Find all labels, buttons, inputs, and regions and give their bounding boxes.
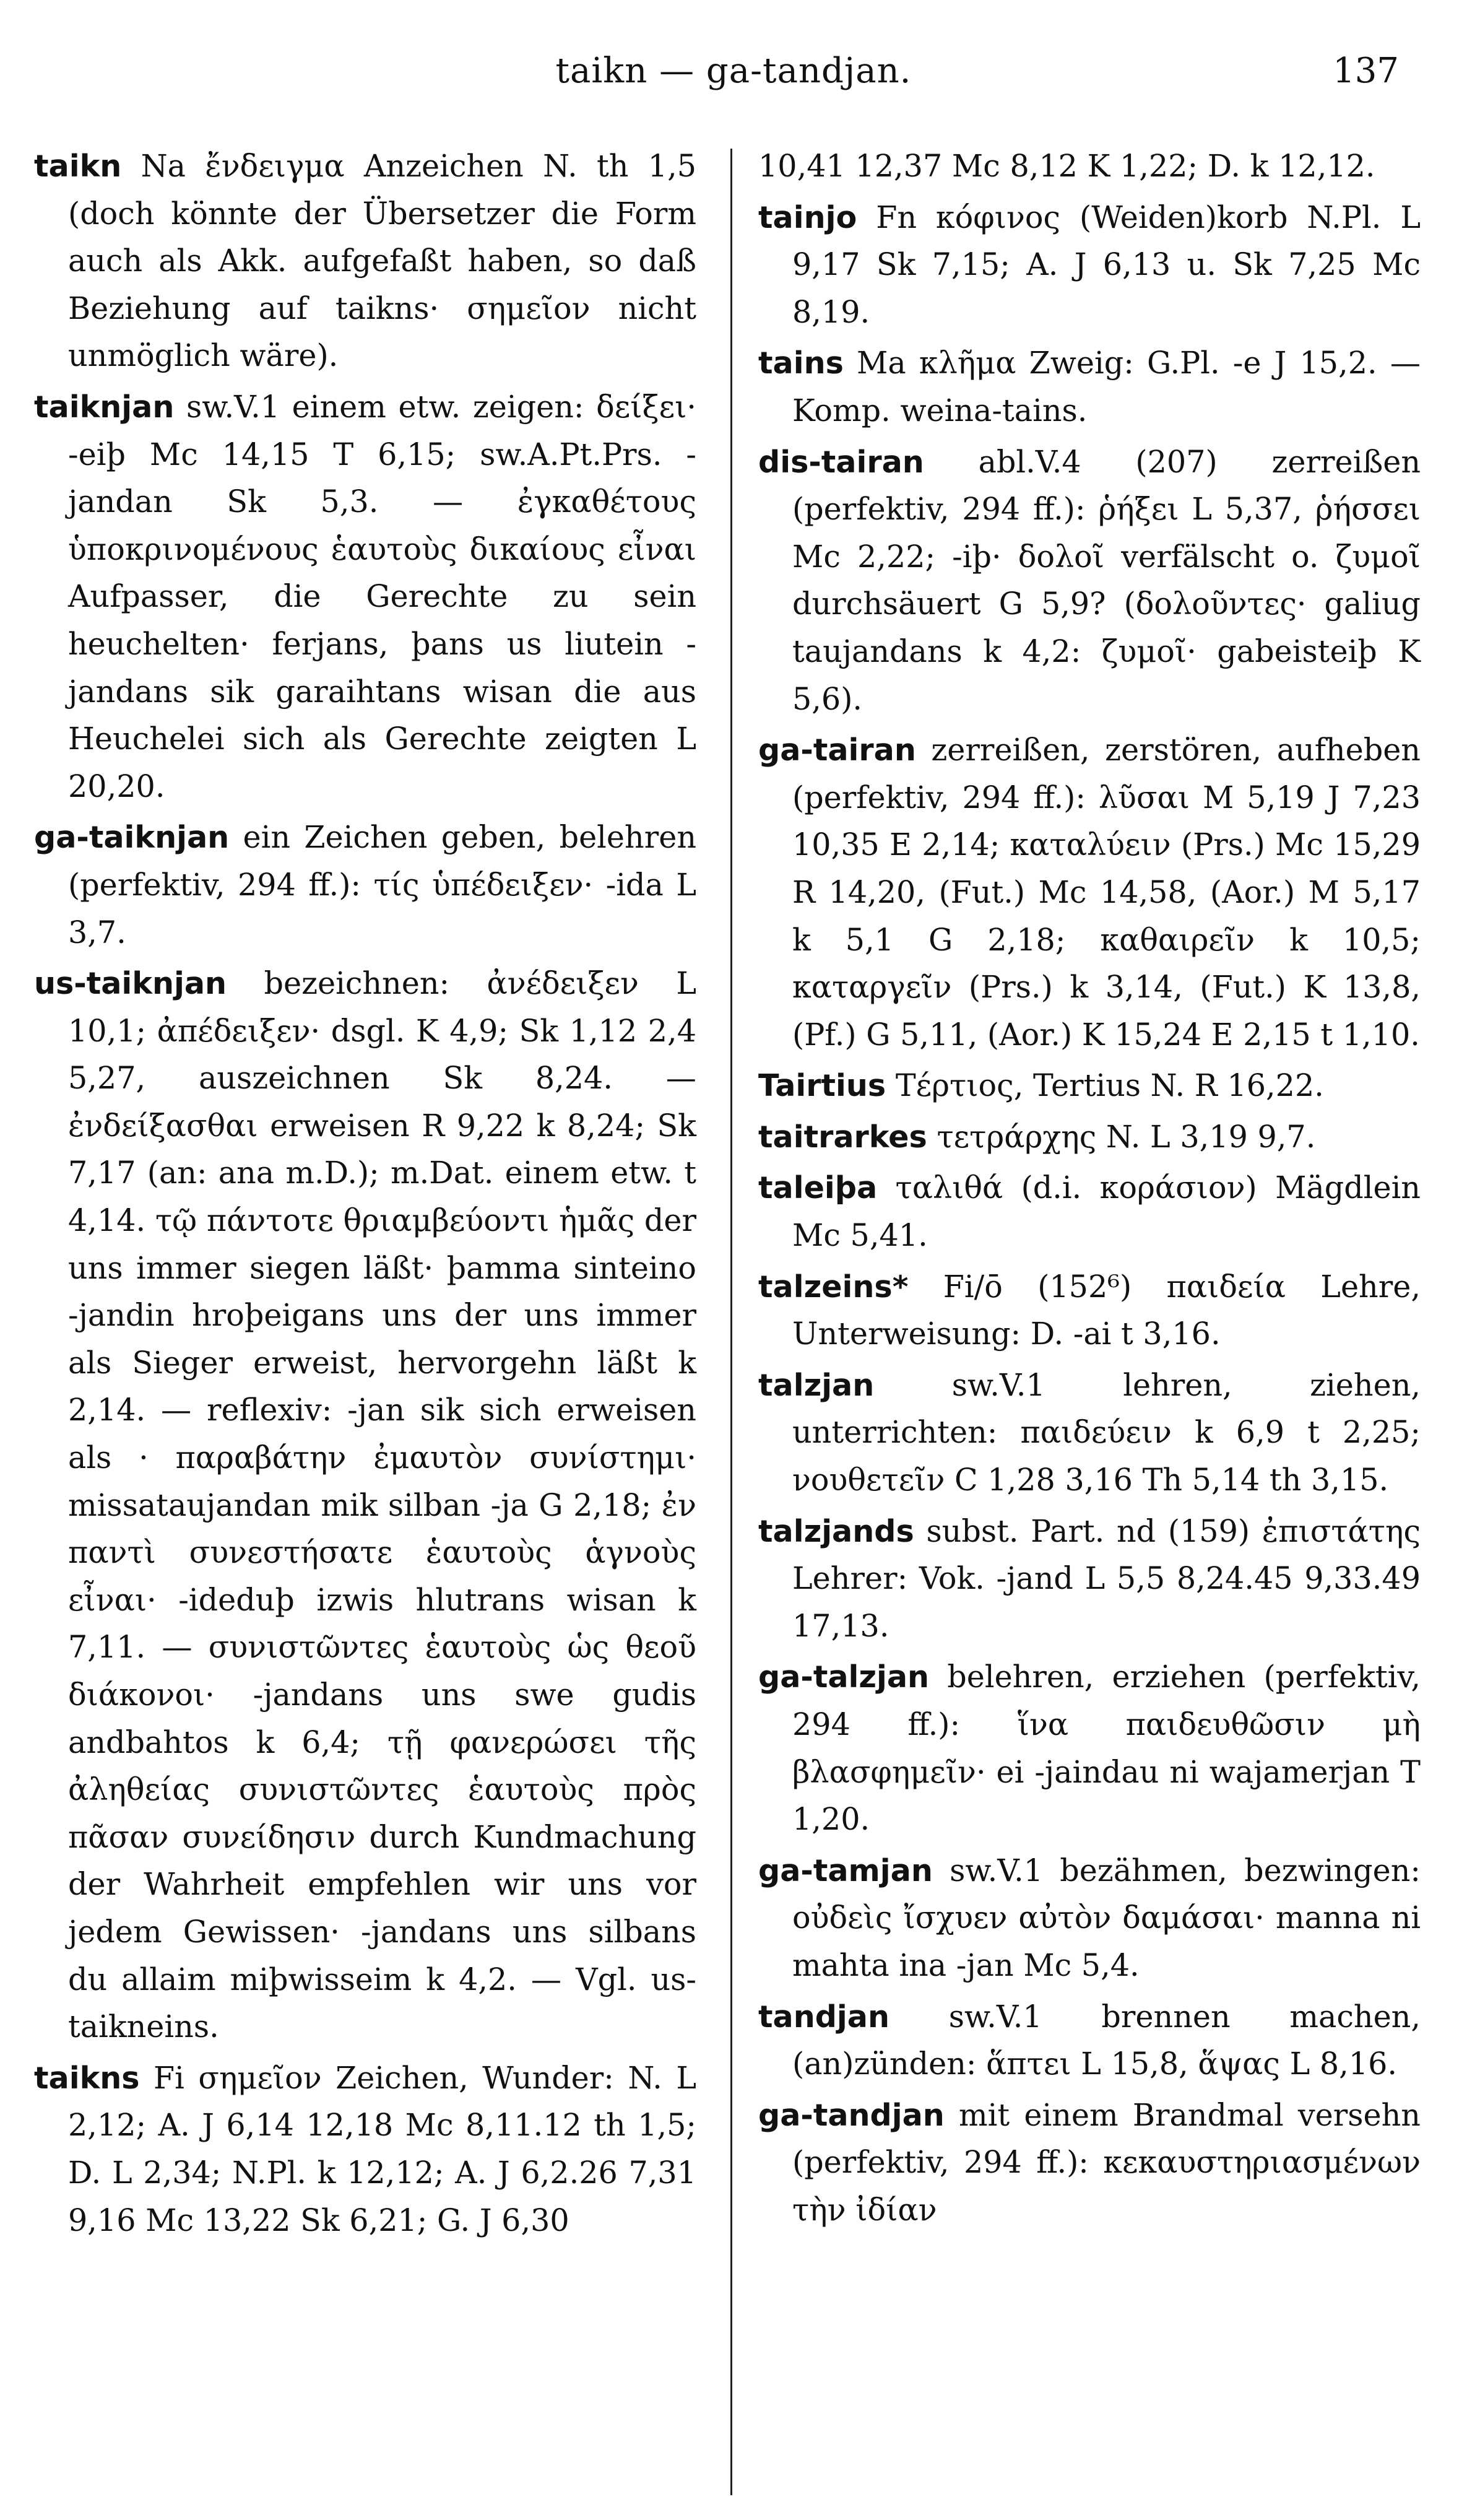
entry-headword: dis-tairan xyxy=(758,443,924,480)
dictionary-entry xyxy=(34,2054,696,2244)
entry-body: Τέρτιος, Tertius N. R 16,22. xyxy=(895,1067,1324,1104)
entry-body: Fn κόφινος (Weiden)korb N.Pl. L 9,17 Sk 7,15; A. J 6,13 u. Sk 7,25 Mc 8,19. xyxy=(792,199,1421,330)
entry-body: sw.V.1 lehren, ziehen, unterrichten: παιδεύειν k 6,9 t 2,25; νουθετεῖν C 1,28 3,16 Th 5,14 th 3,15. xyxy=(792,1366,1421,1498)
dictionary-entry xyxy=(758,726,1421,1058)
entry-body: τετράρχης N. L 3,19 9,7. xyxy=(937,1118,1316,1155)
dictionary-entry xyxy=(758,1847,1421,1989)
dictionary-entry xyxy=(34,383,696,810)
left-column xyxy=(34,142,696,2248)
entry-headword: ga-tairan xyxy=(758,732,916,768)
entry-headword: Tairtius xyxy=(758,1067,886,1104)
dictionary-entry xyxy=(758,1508,1421,1650)
dictionary-entry xyxy=(758,1164,1421,1259)
entry-headword: taitrarkes xyxy=(758,1118,927,1155)
entry-headword: taleiþa xyxy=(758,1170,878,1206)
dictionary-entry xyxy=(758,194,1421,336)
running-header xyxy=(0,43,1467,99)
entry-body: Fi/ō (152⁶) παιδεία Lehre, Unterweisung: D. -ai t 3,16. xyxy=(792,1268,1421,1352)
entry-body: mit einem Brandmal versehn (perfektiv, 294 ff.): κεκαυστηριασμένων τὴν ἰδίαν xyxy=(792,2096,1421,2228)
dictionary-entry xyxy=(758,1653,1421,1843)
entry-headword: ga-tandjan xyxy=(758,2096,945,2133)
entry-headword: talzjan xyxy=(758,1366,875,1403)
entry-body: ein Zeichen geben, belehren (perfektiv, 294 ff.): τίς ὑπέδειξεν· -ida L 3,7. xyxy=(68,819,696,950)
entry-headword: talzjands xyxy=(758,1513,914,1549)
entry-headword: taiknjan xyxy=(34,388,175,425)
entry-headword: ga-taiknjan xyxy=(34,819,230,856)
dictionary-entry xyxy=(758,438,1421,723)
header-title: taikn — ga-tandjan. xyxy=(555,51,912,91)
entry-body: zerreißen, zerstören, aufheben (perfektiv, 294 ff.): λῦσαι M 5,19 J 7,23 10,35 E 2,14; καταλύειν (Prs.) Mc 15,29 R 14,20, (Fut.) Mc 14,58, (Aor.) M 5,17 k 5,1 G 2,18; καθαιρεῖν k 10,5; καταργεῖν (Prs.) k 3,14, (Fut.) K 13,8, (Pf.) G 5,11, (Aor.) K 15,24 E 2,15 t 1,10. xyxy=(792,732,1421,1053)
dictionary-entry xyxy=(758,1362,1421,1504)
dictionary-entry xyxy=(34,142,696,380)
entry-headword: us-taiknjan xyxy=(34,965,227,1002)
dictionary-entry xyxy=(34,960,696,2051)
entry-headword: tains xyxy=(758,345,844,381)
entry-body: belehren, erziehen (perfektiv, 294 ff.): ἵνα παιδευθῶσιν μὴ βλασφημεῖν· ei -jaindau ni wajamerjan T 1,20. xyxy=(792,1659,1421,1838)
entry-body: Na ἔνδειγμα Anzeichen N. th 1,5 (doch könnte der Übersetzer die Form auch als Akk. aufgefaßt haben, so daß Beziehung auf taikns· σημεῖον nicht unmöglich wäre). xyxy=(68,148,697,374)
entry-headword: tainjo xyxy=(758,199,857,235)
dictionary-entry xyxy=(758,1263,1421,1358)
entry-body: Ma κλῆμα Zweig: G.Pl. -e J 15,2. — Komp. weina-tains. xyxy=(792,345,1421,428)
entry-headword: ga-talzjan xyxy=(758,1659,930,1695)
entry-headword: taikn xyxy=(34,148,122,184)
entry-headword: talzeins* xyxy=(758,1268,909,1305)
entry-body: sw.V.1 bezähmen, bezwingen: οὐδεὶς ἴσχυεν αὐτὸν δαμάσαι· manna ni mahta ina -jan Mc 5,4. xyxy=(792,1852,1421,1983)
dictionary-entry xyxy=(758,1062,1421,1110)
entry-body: abl.V.4 (207) zerreißen (perfektiv, 294 ff.): ῥήξει L 5,37, ῥήσσει Mc 2,22; -iþ· δολοῖ verfälscht o. ζυμοῖ durchsäuert G 5,9? (δολοῦντες· galiug taujandans k 4,2: ζυμοῖ· gabeisteiþ K 5,6). xyxy=(792,443,1421,717)
entry-body: subst. Part. nd (159) ἐπιστάτης Lehrer: Vok. -jand L 5,5 8,24.45 9,33.49 17,13. xyxy=(792,1513,1421,1644)
entry-body: Fi σημεῖον Zeichen, Wunder: N. L 2,12; A. J 6,14 12,18 Mc 8,11.12 th 1,5; D. L 2,34; N.Pl. k 12,12; A. J 6,2.26 7,31 9,16 Mc 13,22 Sk 6,21; G. J 6,30 xyxy=(68,2059,696,2238)
dictionary-entry xyxy=(758,1993,1421,2088)
dictionary-entry xyxy=(758,339,1421,434)
entry-headword: taikns xyxy=(34,2059,140,2096)
entry-body: sw.V.1 brennen machen, (an)zünden: ἅπτει L 15,8, ἅψας L 8,16. xyxy=(792,1998,1421,2082)
dictionary-entry xyxy=(758,1113,1421,1161)
page-number: 137 xyxy=(1333,51,1399,91)
entry-body: bezeichnen: ἀνέδειξεν L 10,1; ἀπέδειξεν· dsgl. K 4,9; Sk 1,12 2,4 5,27, auszeichnen Sk 8,24. — ἐνδείξασθαι erweisen R 9,22 k 8,24; Sk 7,17 (an: ana m.D.); m.Dat. einem etw. t 4,14. τῷ πάντοτε θριαμβεύοντι ἡμᾶς der uns immer siegen läßt· þamma sinteino -jandin hroþeigans uns der uns immer als Sieger erweist, hervorgehn läßt k 2,14. — reflexiv: -jan sik sich erweisen als · παραβάτην ἐμαυτὸν συνίστημι· missataujandan mik silban -ja G 2,18; ἐν παντὶ συνεστήσατε ἑαυτοὺς ἁγνοὺς εἶναι· -ideduþ izwis hlutrans wisan k 7,11. — συνιστῶντες ἑαυτοὺς ὡς θεοῦ διάκονοι· -jandans uns swe gudis andbahtos k 6,4; τῇ φανερώσει τῆς ἀληθείας συνιστῶντες ἑαυτοὺς πρὸς πᾶσαν συνείδησιν durch Kundmachung der Wahrheit empfehlen wir uns vor jedem Gewissen· -jandans uns silbans du allaim miþwisseim k 4,2. — Vgl. us-taikneins. xyxy=(68,965,696,2045)
entry-headword: ga-tamjan xyxy=(758,1852,933,1888)
entry-body: 10,41 12,37 Mc 8,12 K 1,22; D. k 12,12. xyxy=(758,148,1375,184)
entry-body: sw.V.1 einem etw. zeigen: δείξει· -eiþ Mc 14,15 T 6,15; sw.A.Pt.Prs. -jandan Sk 5,3. — ἐγκαθέτους ὑποκρινομένους ἑαυτοὺς δικαίους εἶναι Aufpasser, die Gerechte zu sein heuchelten· ferjans, þans us liutein -jandans sik garaihtans wisan die aus Heuchelei sich als Gerechte zeigten L 20,20. xyxy=(68,388,696,804)
column-divider xyxy=(730,149,732,2495)
right-column xyxy=(758,142,1421,2238)
entry-body: ταλιθά (d.i. κοράσιον) Mägdlein Mc 5,41. xyxy=(792,1170,1421,1254)
dictionary-entry xyxy=(34,814,696,956)
dictionary-entry xyxy=(758,2092,1421,2234)
entry-headword: tandjan xyxy=(758,1998,890,2035)
dictionary-entry xyxy=(758,142,1421,190)
